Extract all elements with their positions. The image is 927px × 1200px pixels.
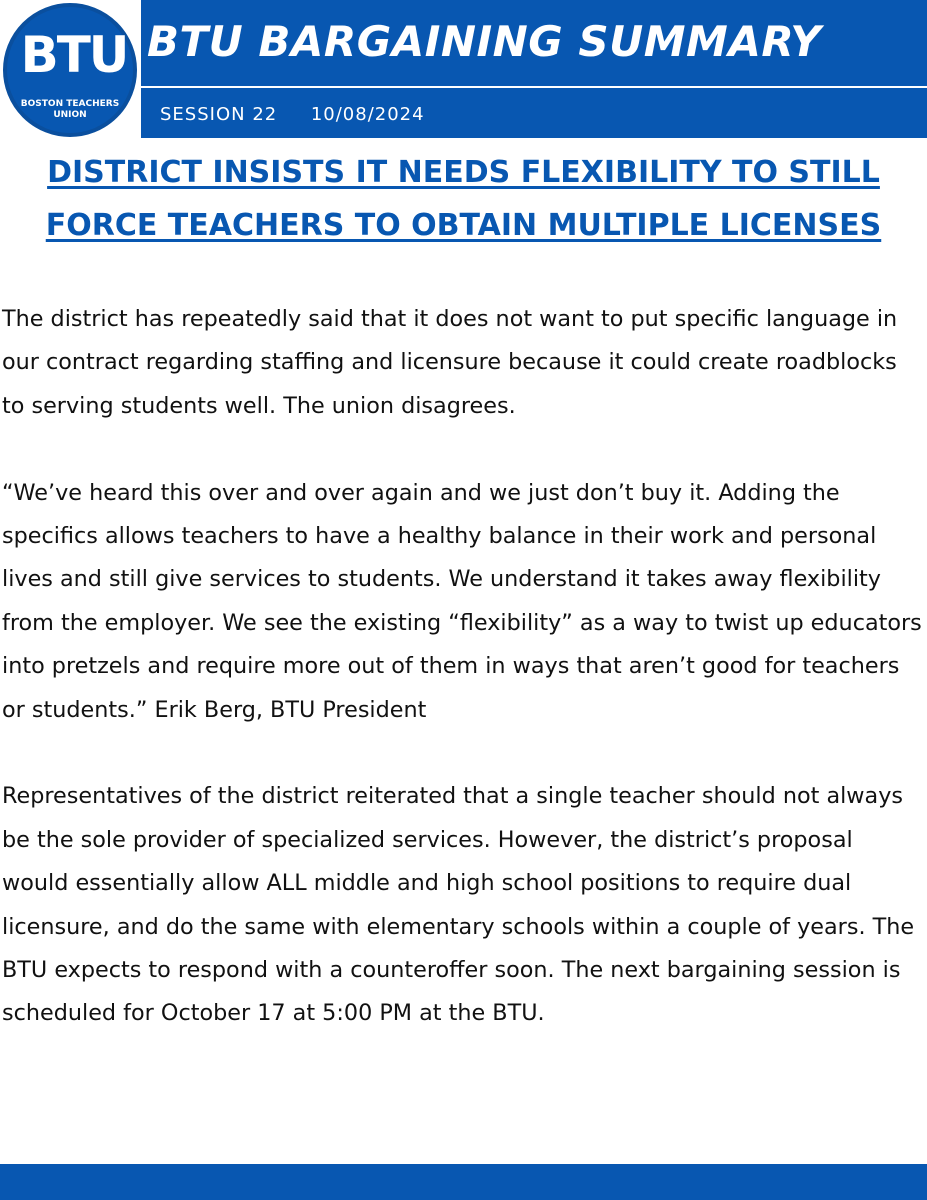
logo [0, 0, 140, 140]
paragraph-1: The district has repeatedly said that it does not want to put specific language in our contract regarding staffing and licensure because it could create roadblocks to serving students well. The union disagrees. [2, 306, 898, 419]
paragraph-spacer [2, 732, 924, 775]
title-bar [141, 0, 927, 88]
session-bar [141, 88, 927, 138]
header [0, 0, 927, 145]
logo-initials: BTU [20, 26, 128, 84]
footer-bar [0, 1164, 927, 1200]
paragraph-3: Representatives of the district reiterated that a single teacher should not always be the sole provider of specialized services. However, the district’s proposal would essentially allow ALL middle and high school positions to require dual licensure, and do the same with elementary schools within a couple of years. The BTU expects to respond with a counteroffer soon. The next bargaining session is scheduled for October 17 at 5:00 PM at the BTU. [2, 783, 915, 1027]
logo-circle [3, 3, 137, 137]
session-info: SESSION 22 10/08/2024 [160, 104, 425, 125]
headline: DISTRICT INSISTS IT NEEDS FLEXIBILITY TO STILL FORCE TEACHERS TO OBTAIN MULTIPLE LICENSES [45, 155, 882, 243]
paragraph-spacer [2, 428, 924, 471]
logo-line-2: UNION [53, 110, 87, 120]
logo-line-1: BOSTON TEACHERS [20, 99, 120, 109]
page-title: BTU BARGAINING SUMMARY [147, 17, 822, 66]
article-body [2, 298, 924, 1036]
paragraph-2: “We’ve heard this over and over again and we just don’t buy it. Adding the specifics allows teachers to have a healthy balance in their work and personal lives and still give services to students. We understand it takes away flexibility from the employer. We see the existing “flexibility” as a way to twist up educators into pretzels and require more out of them in ways that aren’t good for teachers or students.” Erik Berg, BTU President [2, 479, 922, 723]
